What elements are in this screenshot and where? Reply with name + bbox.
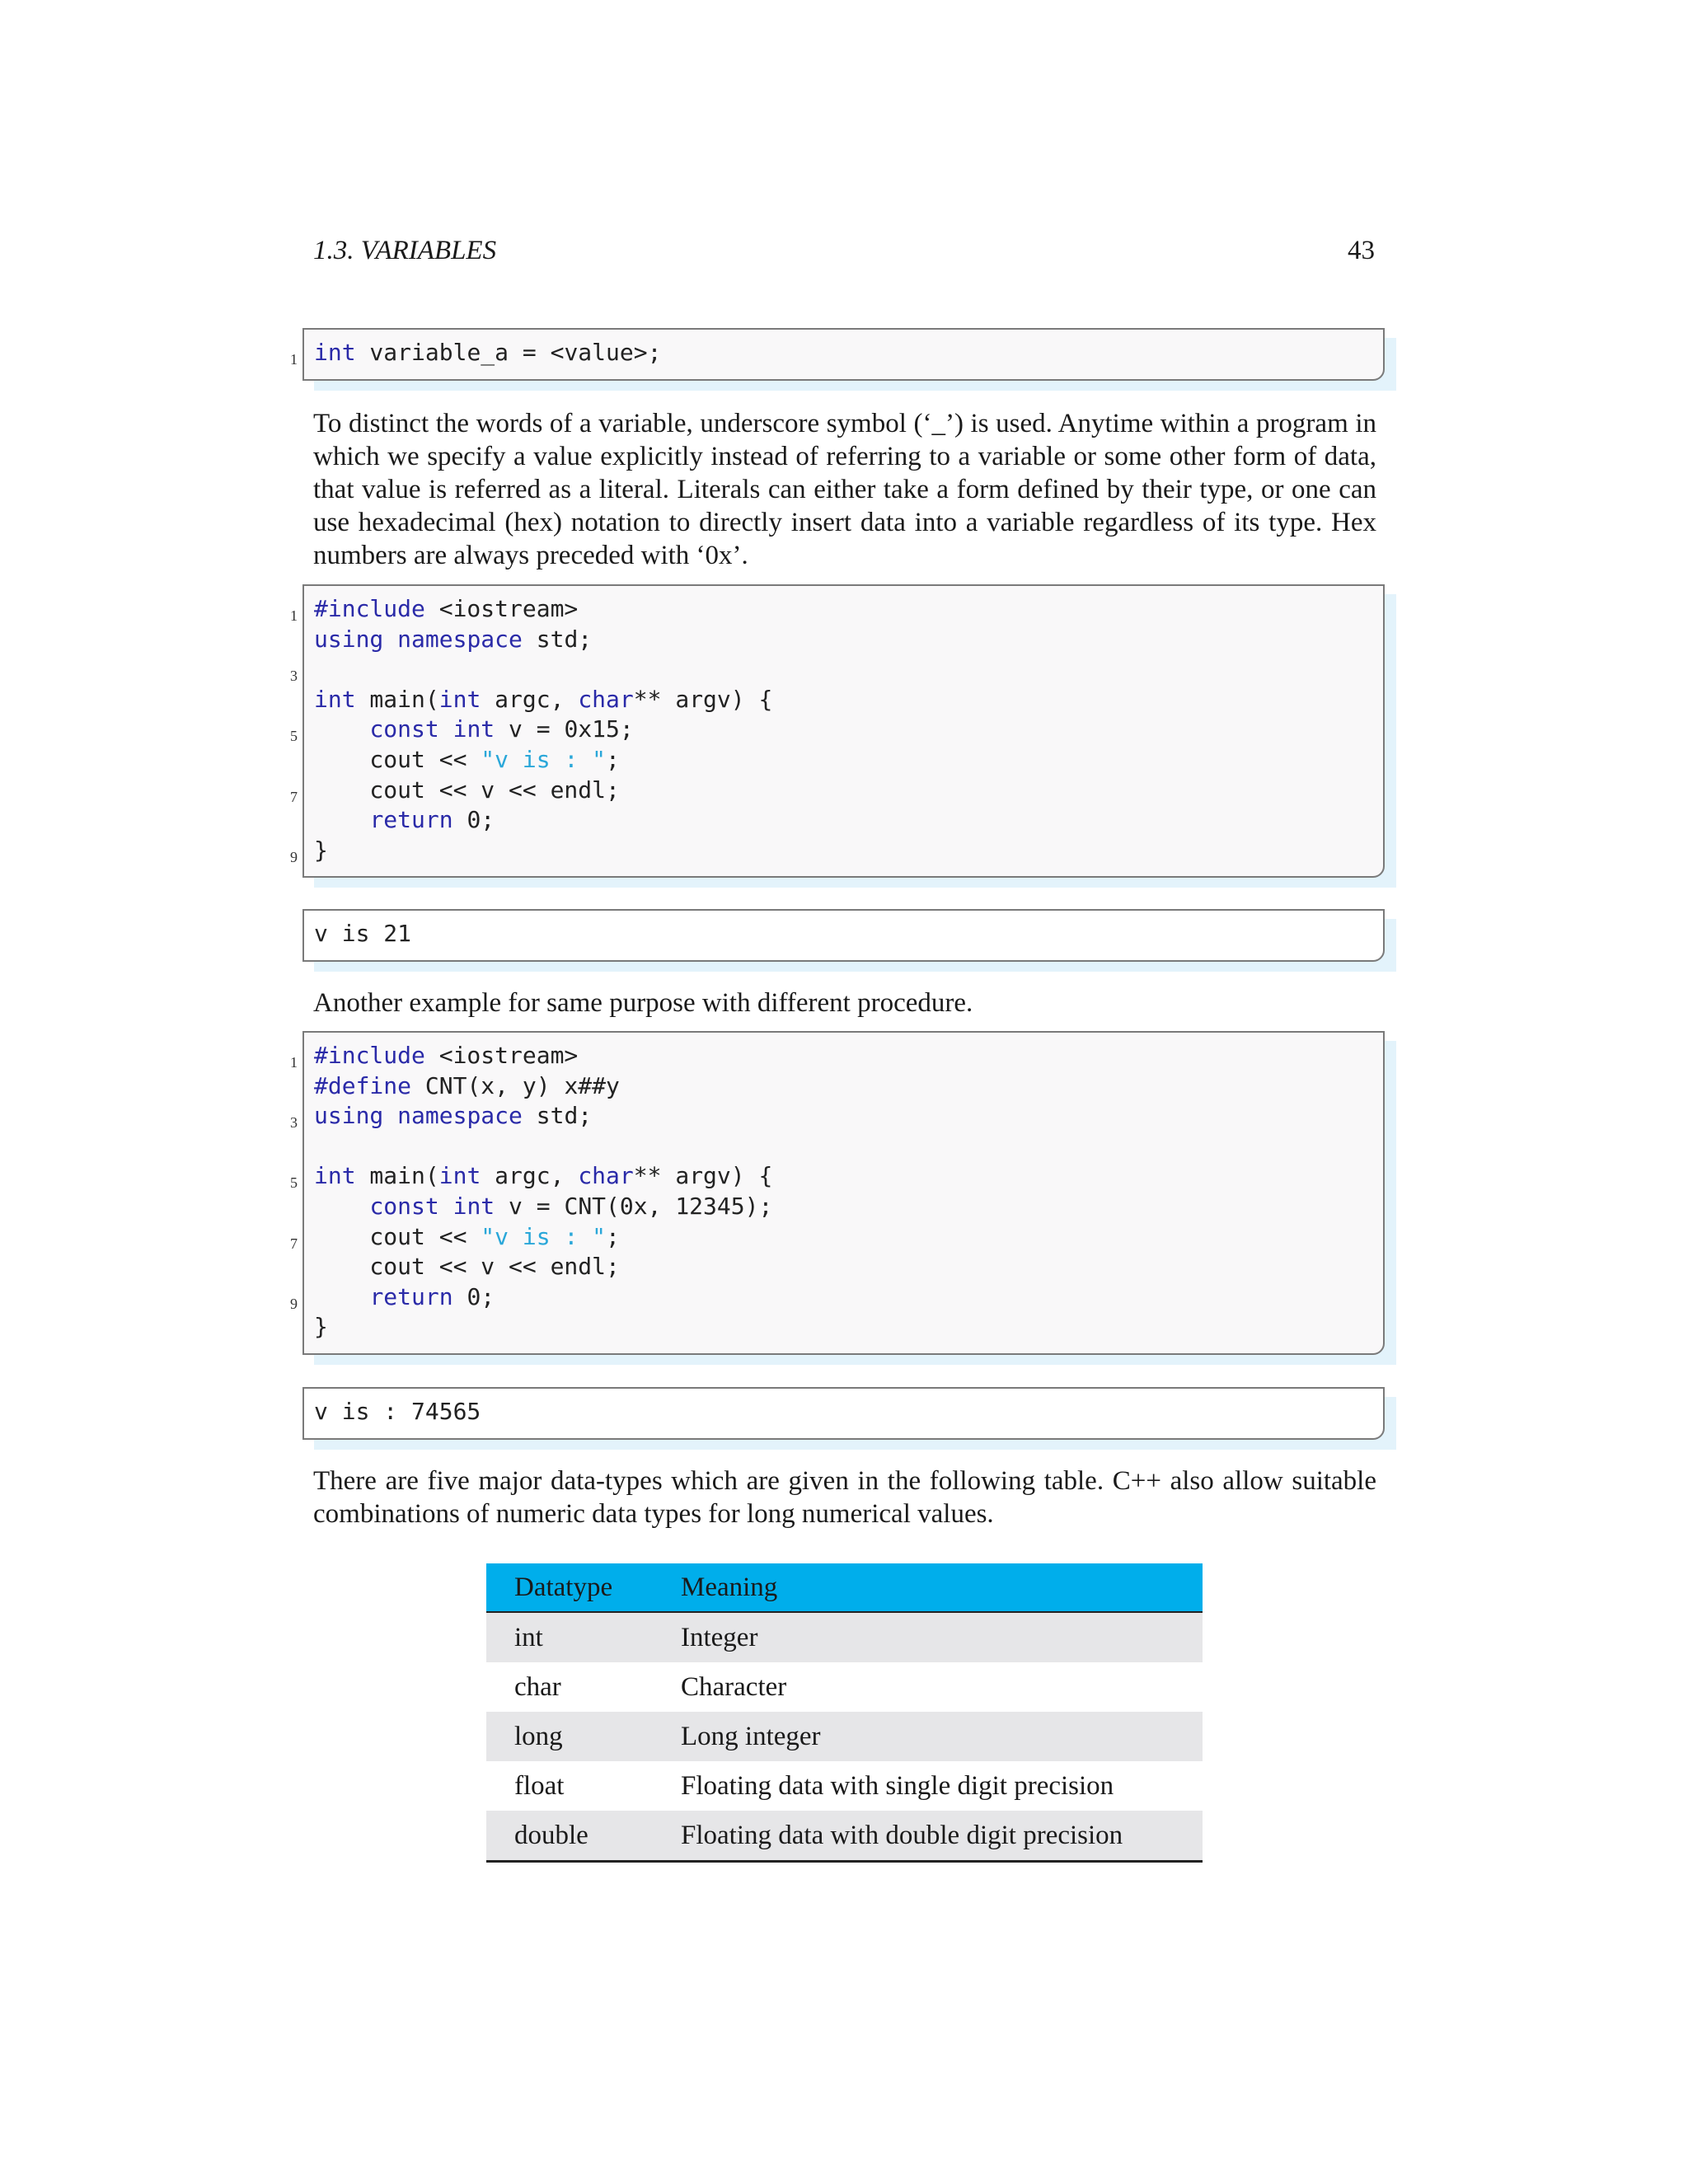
code-text: ; [606, 1222, 620, 1250]
section-title: 1.3. VARIABLES [313, 236, 497, 265]
code-line [290, 715, 1376, 745]
table-header-row [486, 1563, 1203, 1612]
data-types-table [486, 1563, 1203, 1863]
code-line [290, 594, 1376, 625]
line-number: 5 [290, 1174, 298, 1192]
code-string: "v is : " [481, 1222, 607, 1250]
code-text [314, 1283, 369, 1310]
code-keyword: int [314, 339, 356, 366]
code-text: cout << [314, 745, 481, 773]
code-line [314, 1252, 1376, 1282]
code-keyword: #include [314, 595, 425, 622]
code-text: } [314, 836, 328, 864]
code-keyword: char [578, 1162, 634, 1190]
table-row [486, 1761, 1203, 1811]
code-text: std; [522, 625, 593, 653]
code-lines [290, 338, 1376, 368]
code-text [439, 715, 453, 743]
code-keyword: using [314, 1102, 384, 1130]
paragraph-another-example: Another example for same purpose with different procedure. [313, 988, 973, 1018]
code-keyword: int [452, 715, 495, 743]
code-line [290, 836, 1376, 866]
code-text: argc, [481, 1162, 579, 1190]
code-keyword: const [369, 715, 439, 743]
code-text: main( [355, 1162, 439, 1190]
code-lines [314, 919, 1376, 949]
code-text: cout << v << endl; [314, 776, 620, 804]
code-keyword: #include [314, 1042, 425, 1069]
code-keyword: int [314, 685, 356, 713]
code-text: v = 0x15; [495, 715, 634, 743]
code-line [314, 919, 1376, 949]
line-number: 9 [290, 1295, 298, 1312]
code-text: variable_a = <value>; [355, 339, 662, 366]
code-keyword: int [438, 685, 481, 713]
code-line [290, 1101, 1376, 1132]
line-number: 7 [290, 1235, 298, 1252]
code-text: v is 21 [314, 920, 412, 947]
code-keyword: int [314, 1162, 356, 1190]
code-text: 0; [452, 806, 495, 834]
code-text [314, 715, 369, 743]
datatype-cell: long [486, 1712, 653, 1761]
code-line [290, 776, 1376, 806]
meaning-cell: Floating data with single digit precision [681, 1770, 1114, 1801]
column-header-datatype: Datatype [486, 1563, 653, 1612]
code-text [383, 626, 397, 653]
code-keyword: return [369, 806, 453, 834]
code-text [314, 1193, 369, 1220]
datatype-cell: int [486, 1612, 653, 1662]
column-header-meaning: Meaning [653, 1563, 1203, 1612]
code-text: CNT(x, y) x##y [411, 1071, 620, 1099]
meaning-cell: Character [681, 1671, 787, 1702]
code-text: v = CNT(0x, 12345); [495, 1192, 773, 1220]
code-line [290, 1282, 1376, 1313]
code-block-token-pasting [290, 1031, 1385, 1355]
code-keyword: const [369, 1192, 439, 1220]
code-line [314, 625, 1376, 655]
code-line [314, 1312, 1376, 1343]
code-text [314, 806, 369, 833]
code-text: argc, [481, 685, 579, 713]
table-row [486, 1662, 1203, 1712]
code-text [439, 1193, 453, 1220]
datatype-cell: double [486, 1811, 653, 1862]
line-number: 3 [290, 1114, 298, 1132]
page-number: 43 [1348, 236, 1375, 265]
code-block-hex-literal [290, 584, 1385, 878]
output-block-token-pasting [302, 1387, 1385, 1440]
meaning-cell: Floating data with double digit precision [653, 1811, 1203, 1862]
code-text: 0; [452, 1282, 495, 1310]
code-line [290, 654, 1376, 685]
line-number: 3 [290, 668, 298, 685]
datatype-cell: char [514, 1671, 561, 1702]
code-keyword: char [578, 685, 634, 713]
datatype-cell: float [514, 1770, 565, 1801]
code-text: v is : 74565 [314, 1398, 481, 1425]
code-line [290, 1161, 1376, 1192]
code-text: cout << [314, 1222, 481, 1250]
code-lines [290, 594, 1376, 865]
code-string: "v is : " [481, 745, 607, 773]
code-line [314, 1192, 1376, 1222]
table-row [486, 1811, 1203, 1862]
code-line [314, 805, 1376, 836]
meaning-cell: Long integer [653, 1712, 1203, 1761]
line-number: 1 [290, 607, 298, 624]
line-number: 1 [290, 1054, 298, 1071]
code-keyword: int [452, 1192, 495, 1220]
code-keyword: using [314, 625, 384, 653]
line-number: 7 [290, 788, 298, 805]
meaning-cell: Integer [653, 1612, 1203, 1662]
line-number: 9 [290, 848, 298, 865]
code-text: ; [606, 745, 620, 773]
code-line [314, 1397, 1376, 1427]
code-text: main( [355, 685, 439, 713]
paragraph-data-types: There are five major data-types which are given in the following table. C++ also allow suitable combinations of numeric data types for long numerical values. [313, 1466, 1376, 1529]
code-text: <iostream> [424, 595, 579, 622]
code-text: } [314, 1313, 328, 1341]
code-line [314, 685, 1376, 715]
code-lines [290, 1041, 1376, 1343]
code-text: cout << v << endl; [314, 1253, 620, 1281]
code-text [383, 1102, 397, 1129]
code-keyword: namespace [397, 1102, 523, 1130]
code-line [290, 338, 1376, 368]
code-text: ** argv) { [633, 685, 773, 713]
code-lines [314, 1397, 1376, 1427]
table-row [486, 1712, 1203, 1761]
code-line [314, 745, 1376, 776]
running-header [313, 236, 1375, 272]
code-keyword: #define [314, 1071, 412, 1099]
code-text: <iostream> [424, 1042, 579, 1069]
code-text: ** argv) { [633, 1162, 773, 1190]
line-number: 5 [290, 728, 298, 745]
code-keyword: return [369, 1282, 453, 1310]
code-keyword: namespace [397, 625, 523, 653]
code-line [314, 1071, 1376, 1102]
code-line [290, 1222, 1376, 1253]
table-row [486, 1612, 1203, 1662]
output-block-hex-literal [302, 909, 1385, 962]
code-keyword: int [438, 1162, 481, 1190]
code-line [314, 1132, 1376, 1162]
paragraph-literals: To distinct the words of a variable, underscore symbol (‘_’) is used. Anytime within a program in which we specify a value explicitly instead of referring to a variable or some other form of data, that value is referred as a literal. Literals can either take a form defined by their type, or one can use hexadecimal (hex) notation to directly insert data into a variable regardless of its type. Hex numbers are always preceded with ‘0x’. [313, 409, 1376, 570]
code-text: std; [522, 1102, 593, 1130]
line-number: 1 [290, 351, 298, 368]
code-block-variable-declaration [290, 328, 1385, 381]
code-line [290, 1041, 1376, 1071]
